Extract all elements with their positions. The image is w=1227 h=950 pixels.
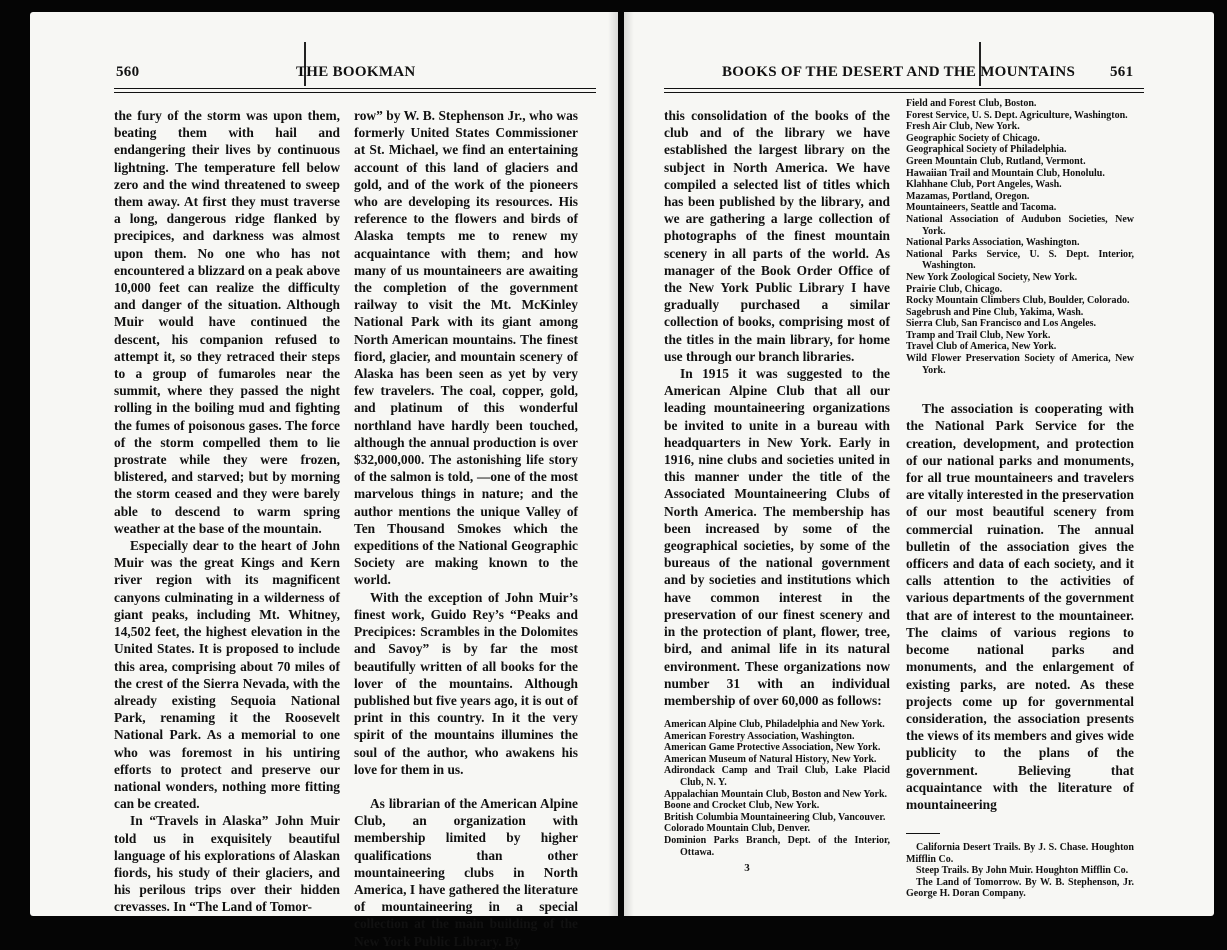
list-item: Hawaiian Trail and Mountain Club, Honolulu. — [906, 167, 1105, 179]
paragraph: the fury of the storm was upon them, beating them with hail and endangering their lives by continuous lightning. The temperature fell below zero and the wind threatened to sweep them away. At first they must traverse a long, dangerous ridge flanked by precipices, and darkness was almost upon them. No one who has not encountered a blizzard on a peak above 10,000 feet can realize the difficulty and danger of the situation. Although Muir would have continued the descent, his companion refused to attempt it, so they retraced their steps to a group of fumaroles near the summit, where they passed the night rolling in the boiling mud and fighting the fumes of poisonous gases. The force of the storm compelled them to lie prostrate while they were frozen, blistered, and starved; but by morning the storm ceased and they were barely able to descend to warm spring weather at the base of the mountain. — [114, 108, 340, 536]
left-column-2 — [354, 107, 578, 950]
right-column-2 — [906, 98, 1134, 900]
footnote-rule — [906, 833, 940, 834]
footnote: California Desert Trails. By J. S. Chase. Houghton Mifflin Co. — [906, 842, 1134, 865]
list-item: Sagebrush and Pine Club, Yakima, Wash. — [906, 306, 1084, 318]
list-item: Geographic Society of Chicago. — [906, 132, 1040, 144]
list-item: National Parks Association, Washington. — [906, 237, 1080, 249]
club-list-1 — [664, 719, 890, 858]
page-number-right: 561 — [1110, 64, 1134, 80]
paragraph: Especially dear to the heart of John Muir was the great Kings and Kern river region with its magnificent canyons culminating in a wilderness of giant peaks, including Mt. Whitney, 14,502 feet, the highest elevation in the United States. It is proposed to include this area, comprising about 70 miles of the crest of the Sierra Nevada, with the already existing Sequoia National Park, renaming it the Roosevelt National Park. As a memorial to one who was foremost in his untiring efforts to protect and preserve our national wonders, nothing more fitting can be created. — [114, 538, 340, 812]
list-item: Fresh Air Club, New York. — [906, 121, 1020, 133]
left-page — [30, 12, 618, 949]
list-item: British Columbia Mountaineering Club, Vancouver. — [664, 811, 886, 823]
page-number-left: 560 — [116, 64, 140, 80]
footnotes — [906, 842, 1134, 900]
list-item: National Association of Audubon Societies, New York. — [906, 213, 1134, 237]
list-item: Adirondack Camp and Trail Club, Lake Placid Club, N. Y. — [664, 765, 890, 789]
head-rule-right — [664, 88, 1144, 93]
list-item: American Game Protective Association, New York. — [664, 742, 881, 754]
right-column-1 — [664, 107, 890, 877]
list-item: Forest Service, U. S. Dept. Agriculture, Washington. — [906, 109, 1128, 121]
gutter-shadow — [608, 12, 618, 916]
right-page — [624, 12, 1214, 916]
list-item: Dominion Parks Branch, Dept. of the Interior, Ottawa. — [664, 835, 890, 858]
list-item: Green Mountain Club, Rutland, Vermont. — [906, 155, 1086, 167]
paragraph: this consolidation of the books of the club and of the library we have established the largest library on the subject in North America. We have compiled a selected list of titles which has been published by the library, and we are gathering a large collection of photographs of the finest mountain scenery in all parts of the world. As manager of the Book Order Office of the New York Public Library I have gradually purchased a similar collection of books, comprising most of the titles in the main library, for home use through our branch libraries. — [664, 108, 890, 364]
head-rule-left — [114, 88, 596, 93]
paragraph: The association is cooperating with the National Park Service for the creation, development, and protection of our national parks and monuments, for all true mountaineers and travelers are vitally interested in the preservation of our most beautiful scenery from commercial ruination. The annual bulletin of the association gives the officers and data of each society, and it calls attention to the activities of various departments of the government that are of interest to the mountaineer. The claims of various regions to become national parks and monuments, and the enlargement of existing parks, are noted. As these projects come up for governmental consideration, the association presents the views of its members and gives wide publicity to the plans of the government. Believing that acquaintance with the literature of mountaineering — [906, 401, 1134, 812]
list-item: Tramp and Trail Club, New York. — [906, 329, 1051, 341]
footnote: Steep Trails. By John Muir. Houghton Mifflin Co. — [916, 865, 1129, 877]
paragraph: With the exception of John Muir’s finest work, Guido Rey’s “Peaks and Precipices: Scrambles in the Dolomites and Savoy” is by far the most beautifully written of all books for the lover of the mountains. Although published but five years ago, it is out of print in this country. In it the very spirit of the mountains illumines the soul of the author, who awakens his love for them in us. — [354, 589, 578, 777]
list-item: Boone and Crocket Club, New York. — [664, 800, 820, 812]
list-item: Wild Flower Preservation Society of America, New York. — [906, 353, 1134, 376]
list-item: American Museum of Natural History, New York. — [664, 753, 877, 765]
list-item: National Parks Service, U. S. Dept. Interior, Washington. — [906, 248, 1134, 272]
list-item: Travel Club of America, New York. — [906, 341, 1057, 353]
list-item: Mountaineers, Seattle and Tacoma. — [906, 202, 1057, 214]
list-item: Colorado Mountain Club, Denver. — [664, 823, 811, 835]
paragraph: As librarian of the American Alpine Club, an organization with membership limited by higher qualifications than other mountaineering clubs in North America, I have gathered the literature of mountaineering in a special collection at the main building of the New York Public Library. By — [354, 795, 578, 949]
paragraph: row” by W. B. Stephenson Jr., who was formerly United States Commissioner at St. Michael, we find an entertaining account of this land of glaciers and gold, and of the work of the pioneers who are developing its resources. His reference to the flowers and birds of Alaska tempts me to renew my acquaintance with them; and how many of us mountaineers are awaiting the completion of the government railway to visit the Mt. McKinley National Park with its giant among North American mountains. The finest fiord, glacier, and mountain scenery of Alaska has been seen as yet by very few travelers. The coal, copper, gold, and platinum of this wonderful northland have hardly been touched, although the annual production is over $32,000,000. The astonishing life story of the salmon is told, —one of the most marvelous things in nature; and the author mentions the unique Valley of Ten Thousand Smokes which the expeditions of the National Geographic Society are making known to the world. — [354, 108, 578, 588]
list-item: New York Zoological Society, New York. — [906, 271, 1078, 283]
list-item: Geographical Society of Philadelphia. — [906, 144, 1067, 156]
list-item: Mazamas, Portland, Oregon. — [906, 190, 1030, 202]
list-item: Rocky Mountain Climbers Club, Boulder, Colorado. — [906, 295, 1130, 307]
list-item: Field and Forest Club, Boston. — [906, 98, 1037, 109]
list-item: Klahhane Club, Port Angeles, Wash. — [906, 179, 1062, 191]
left-column-1 — [114, 107, 340, 916]
list-item: Appalachian Mountain Club, Boston and New York. — [664, 788, 888, 800]
running-head-left: THE BOOKMAN — [296, 64, 416, 80]
paragraph: In 1915 it was suggested to the American Alpine Club that all our leading mountaineering organizations be invited to unite in a bureau with headquarters in New York. Early in 1916, nine clubs and societies united in this manner under the title of the Associated Mountaineering Clubs of North America. The membership has been increased by some of the geographical societies, by some of the bureaus of the national government and by societies and institutions which have common interest in the preservation of our finest scenery and in the protection of plant, flower, tree, bird, and animal life in its natural environment. These organizations now number 31 with an individual membership of over 60,000 as follows: — [664, 366, 890, 708]
list-item: Prairie Club, Chicago. — [906, 283, 1003, 295]
list-item: American Forestry Association, Washington. — [664, 730, 855, 742]
running-head-right: BOOKS OF THE DESERT AND THE MOUNTAINS — [722, 64, 1076, 80]
gutter-shadow — [624, 12, 634, 916]
footnote: The Land of Tomorrow. By W. B. Stephenson, Jr. George H. Doran Company. — [906, 876, 1134, 900]
paragraph: In “Travels in Alaska” John Muir told us in exquisitely beautiful language of his explorations of Alaskan fiords, his study of their glaciers, and his perilous trips over their hidden crevasses. In “The Land of Tomor- — [114, 813, 340, 915]
list-item: Sierra Club, San Francisco and Los Angeles. — [906, 318, 1097, 330]
folio-marker: 3 — [744, 862, 750, 875]
club-list-2 — [906, 98, 1134, 376]
list-item: American Alpine Club, Philadelphia and New York. — [664, 719, 885, 731]
